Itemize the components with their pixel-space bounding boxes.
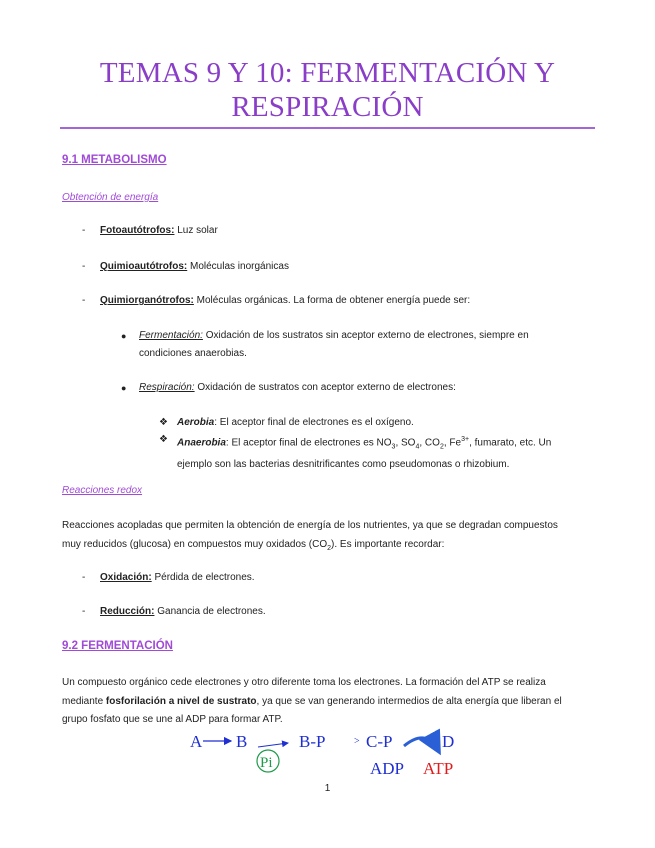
subscript: 3 xyxy=(391,443,396,451)
paragraph-line: Un compuesto orgánico cede electrones y otro diferente toma los electrones. La formación del ATP se realiza xyxy=(62,677,546,688)
sub-bullet-text: : El aceptor final de electrones es el oxígeno. xyxy=(214,417,414,428)
arrow-b-to-bp xyxy=(258,743,288,747)
bullet-text-line1: Oxidación de sustratos con aceptor externo de electrones: xyxy=(194,382,456,393)
molecule-b-label: B xyxy=(236,732,248,751)
paragraph-redox xyxy=(62,517,597,558)
curved-arrow-cp-to-d xyxy=(404,738,438,750)
section-heading-fermentacion: 9.2 FERMENTACIÓN xyxy=(62,640,173,652)
term-label: Reducción: xyxy=(100,606,155,617)
paragraph-line: Reacciones acopladas que permiten la obtención de energía de los nutrientes, ya que se degradan compuestos xyxy=(62,520,558,531)
paragraph-line: grupo fosfato que se une al ADP para formar ATP. xyxy=(62,714,283,725)
sub-bullet-text: : El aceptor final de electrones es NO xyxy=(225,437,392,449)
bullet-text-line2: condiciones anaerobias. xyxy=(139,348,247,359)
sub-bullet-text: , CO xyxy=(419,437,440,449)
dash-marker: - xyxy=(82,606,86,617)
term-description: Luz solar xyxy=(174,225,218,236)
term-label: Aerobia xyxy=(177,417,215,428)
subscript: 2 xyxy=(439,443,444,451)
subheading-reacciones-redox: Reacciones redox xyxy=(62,485,143,496)
atp-label: ATP xyxy=(423,759,454,778)
subscript: 4 xyxy=(415,443,420,451)
term-description: Pérdida de electrones. xyxy=(151,572,255,583)
bold-term: fosforilación a nivel de sustrato xyxy=(105,695,257,707)
bullet-text-line1: Oxidación de los sustratos sin aceptor externo de electrones, siempre en xyxy=(202,330,529,341)
bullet-fermentacion xyxy=(121,327,599,363)
molecule-d-label: D xyxy=(442,732,455,751)
subheading-obtencion-energia: Obtención de energía xyxy=(62,192,159,203)
molecule-cp-label: C-P xyxy=(366,732,393,751)
sub-bullet-text: , Fe xyxy=(443,437,462,449)
section-heading-metabolismo: 9.1 METABOLISMO xyxy=(62,154,167,166)
adp-label: ADP xyxy=(370,759,405,778)
title-line-1: TEMAS 9 Y 10: FERMENTACIÓN Y xyxy=(99,57,556,89)
paragraph-line: , ya que se van generando intermedios de alta energía que liberan el xyxy=(256,695,562,707)
diamond-bullet-icon: ❖ xyxy=(159,434,168,445)
molecule-a-label: A xyxy=(190,732,203,751)
sub-bullet-text: , SO xyxy=(395,437,416,449)
term-label: Respiración: xyxy=(139,382,195,393)
sub-bullet-text: , fumarato, etc. Un xyxy=(469,437,552,449)
title-line-2: RESPIRACIÓN xyxy=(231,91,424,123)
substrate-phosphorylation-diagram xyxy=(180,728,470,780)
bullet-dot-icon: ● xyxy=(121,331,127,341)
paragraph-line: ). Es importante recordar: xyxy=(331,538,445,550)
sub-bullet-aerobia xyxy=(159,414,597,432)
subscript: 2 xyxy=(327,544,332,552)
paragraph-line: mediante xyxy=(62,695,106,707)
arrowhead-glyph-icon: > xyxy=(354,736,360,747)
term-label: Fermentación: xyxy=(139,330,203,341)
dash-marker: - xyxy=(82,295,86,306)
title-divider xyxy=(60,127,595,129)
sub-bullet-text-line2: ejemplo son las bacterias desnitrificantes como pseudomonas o rhizobium. xyxy=(177,459,510,471)
bullet-dot-icon: ● xyxy=(121,383,127,393)
pi-label: Pi xyxy=(260,755,273,771)
bullet-respiracion xyxy=(121,379,599,397)
term-description: Ganancia de electrones. xyxy=(154,606,266,617)
diamond-bullet-icon: ❖ xyxy=(159,417,168,428)
page-number: 1 xyxy=(324,783,331,794)
dash-marker: - xyxy=(82,261,86,272)
sub-bullet-anaerobia xyxy=(159,431,597,474)
term-description: Moléculas orgánicas. La forma de obtener energía puede ser: xyxy=(193,295,471,306)
paragraph-fermentacion xyxy=(62,674,597,730)
molecule-bp-label: B-P xyxy=(299,732,326,751)
paragraph-line: muy reducidos (glucosa) en compuestos muy oxidados (CO xyxy=(62,538,328,550)
term-description: Moléculas inorgánicas xyxy=(187,261,289,272)
dash-marker: - xyxy=(82,572,86,583)
term-label: Fotoautótrofos: xyxy=(100,225,175,236)
term-label: Oxidación: xyxy=(100,572,152,583)
superscript: 3+ xyxy=(461,436,470,443)
page-title xyxy=(60,56,595,124)
dash-marker: - xyxy=(82,225,86,236)
term-label: Anaerobia xyxy=(177,437,226,449)
term-label: Quimiorganótrofos: xyxy=(100,295,194,306)
term-label: Quimioautótrofos: xyxy=(100,261,188,272)
